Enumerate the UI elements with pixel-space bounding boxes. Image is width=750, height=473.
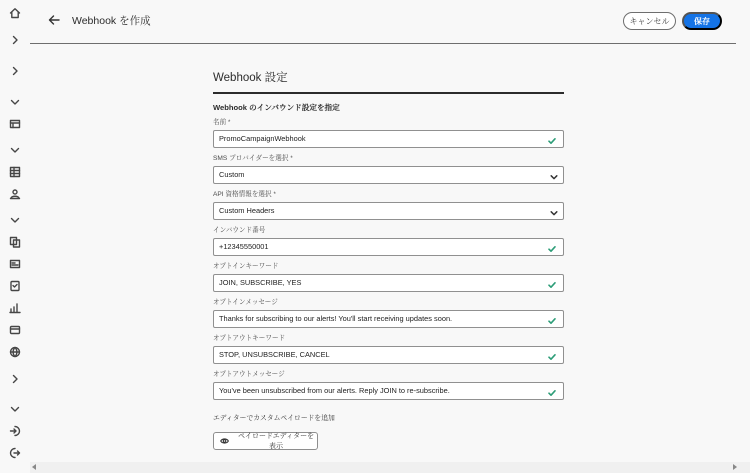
chevron-down-icon[interactable]: [8, 402, 22, 416]
field-value: Thanks for subscribing to our alerts! You'll start receiving updates soon.: [219, 314, 453, 323]
folder-icon[interactable]: [8, 323, 22, 337]
field-value: JOIN, SUBSCRIBE, YES: [219, 278, 302, 287]
badge-icon[interactable]: [8, 279, 22, 293]
field-value: PromoCampaignWebhook: [219, 134, 306, 143]
people-icon[interactable]: [8, 187, 22, 201]
eye-icon: [220, 436, 229, 446]
field-value: +12345550001: [219, 242, 269, 251]
scroll-right-icon[interactable]: [733, 464, 737, 470]
login-icon[interactable]: [8, 424, 22, 438]
bar-chart-icon[interactable]: [8, 301, 22, 315]
chevron-right-icon[interactable]: [8, 64, 22, 78]
table-icon[interactable]: [8, 117, 22, 131]
opt-in-message-input[interactable]: [213, 310, 564, 328]
chevron-right-icon[interactable]: [8, 33, 22, 47]
back-arrow-icon[interactable]: [47, 13, 61, 27]
cancel-button[interactable]: キャンセル: [623, 12, 676, 30]
field-value: You've been unsubscribed from our alerts. Reply JOIN to re-subscribe.: [219, 386, 450, 395]
inbound-number-input[interactable]: [213, 238, 564, 256]
section-divider: [213, 92, 564, 94]
chevron-down-icon[interactable]: [8, 95, 22, 109]
section-subheading: Webhook のインバウンド設定を指定: [213, 103, 340, 112]
api-credentials-select[interactable]: [213, 202, 564, 220]
field-opt-out-keywords: [213, 334, 564, 364]
field-value: Custom Headers: [219, 206, 275, 215]
opt-out-keywords-input[interactable]: [213, 346, 564, 364]
opt-in-keywords-input[interactable]: [213, 274, 564, 292]
field-label: オプトアウトキーワード: [213, 335, 286, 342]
chevron-right-icon[interactable]: [8, 372, 22, 386]
section-title: Webhook 設定: [213, 72, 288, 84]
field-value: STOP, UNSUBSCRIBE, CANCEL: [219, 350, 330, 359]
field-label: 名前: [213, 119, 227, 126]
field-label: API 資格情報を選択: [213, 191, 272, 198]
page-title: Webhook を作成: [72, 15, 151, 27]
files-icon[interactable]: [8, 235, 22, 249]
checkmark-icon: [548, 243, 556, 251]
save-button[interactable]: 保存: [682, 12, 722, 30]
required-marker: *: [290, 156, 293, 162]
checkmark-icon: [548, 135, 556, 143]
required-marker: *: [228, 120, 231, 126]
vertical-scrollbar[interactable]: [736, 0, 750, 462]
list-icon[interactable]: [8, 165, 22, 179]
field-opt-in-message: [213, 298, 564, 328]
logout-icon[interactable]: [8, 446, 22, 460]
name-input[interactable]: [213, 130, 564, 148]
chevron-down-icon[interactable]: [550, 171, 558, 179]
checkmark-icon: [548, 387, 556, 395]
chevron-down-icon[interactable]: [8, 143, 22, 157]
field-label: SMS プロバイダーを選択: [213, 155, 289, 162]
field-label: オプトインキーワード: [213, 263, 279, 270]
webhook-settings-form: [213, 70, 564, 400]
left-rail: [0, 0, 30, 473]
card-icon[interactable]: [8, 257, 22, 271]
sms-provider-select[interactable]: [213, 166, 564, 184]
field-label: オプトインメッセージ: [213, 299, 278, 306]
button-label: ペイロードエディターを表示: [237, 433, 315, 450]
field-sms-provider: [213, 154, 564, 184]
checkmark-icon: [548, 351, 556, 359]
scroll-left-icon[interactable]: [32, 464, 36, 470]
horizontal-scrollbar[interactable]: [30, 462, 750, 473]
chevron-down-icon[interactable]: [550, 207, 558, 215]
chevron-down-icon[interactable]: [8, 213, 22, 227]
field-label: インバウンド番号: [213, 227, 266, 234]
field-api-credentials: [213, 190, 564, 220]
show-payload-editor-button[interactable]: [213, 432, 318, 450]
field-name: [213, 118, 564, 148]
field-value: Custom: [219, 170, 245, 179]
opt-out-message-input[interactable]: [213, 382, 564, 400]
checkmark-icon: [548, 315, 556, 323]
globe-icon[interactable]: [8, 345, 22, 359]
checkmark-icon: [548, 279, 556, 287]
field-opt-in-keywords: [213, 262, 564, 292]
required-marker: *: [273, 192, 276, 198]
field-label: オプトアウトメッセージ: [213, 371, 285, 378]
home-icon[interactable]: [8, 6, 22, 20]
field-opt-out-message: [213, 370, 564, 400]
field-inbound-number: [213, 226, 564, 256]
page-header: [30, 0, 736, 44]
custom-payload-label: エディターでカスタムペイロードを追加: [213, 415, 335, 422]
